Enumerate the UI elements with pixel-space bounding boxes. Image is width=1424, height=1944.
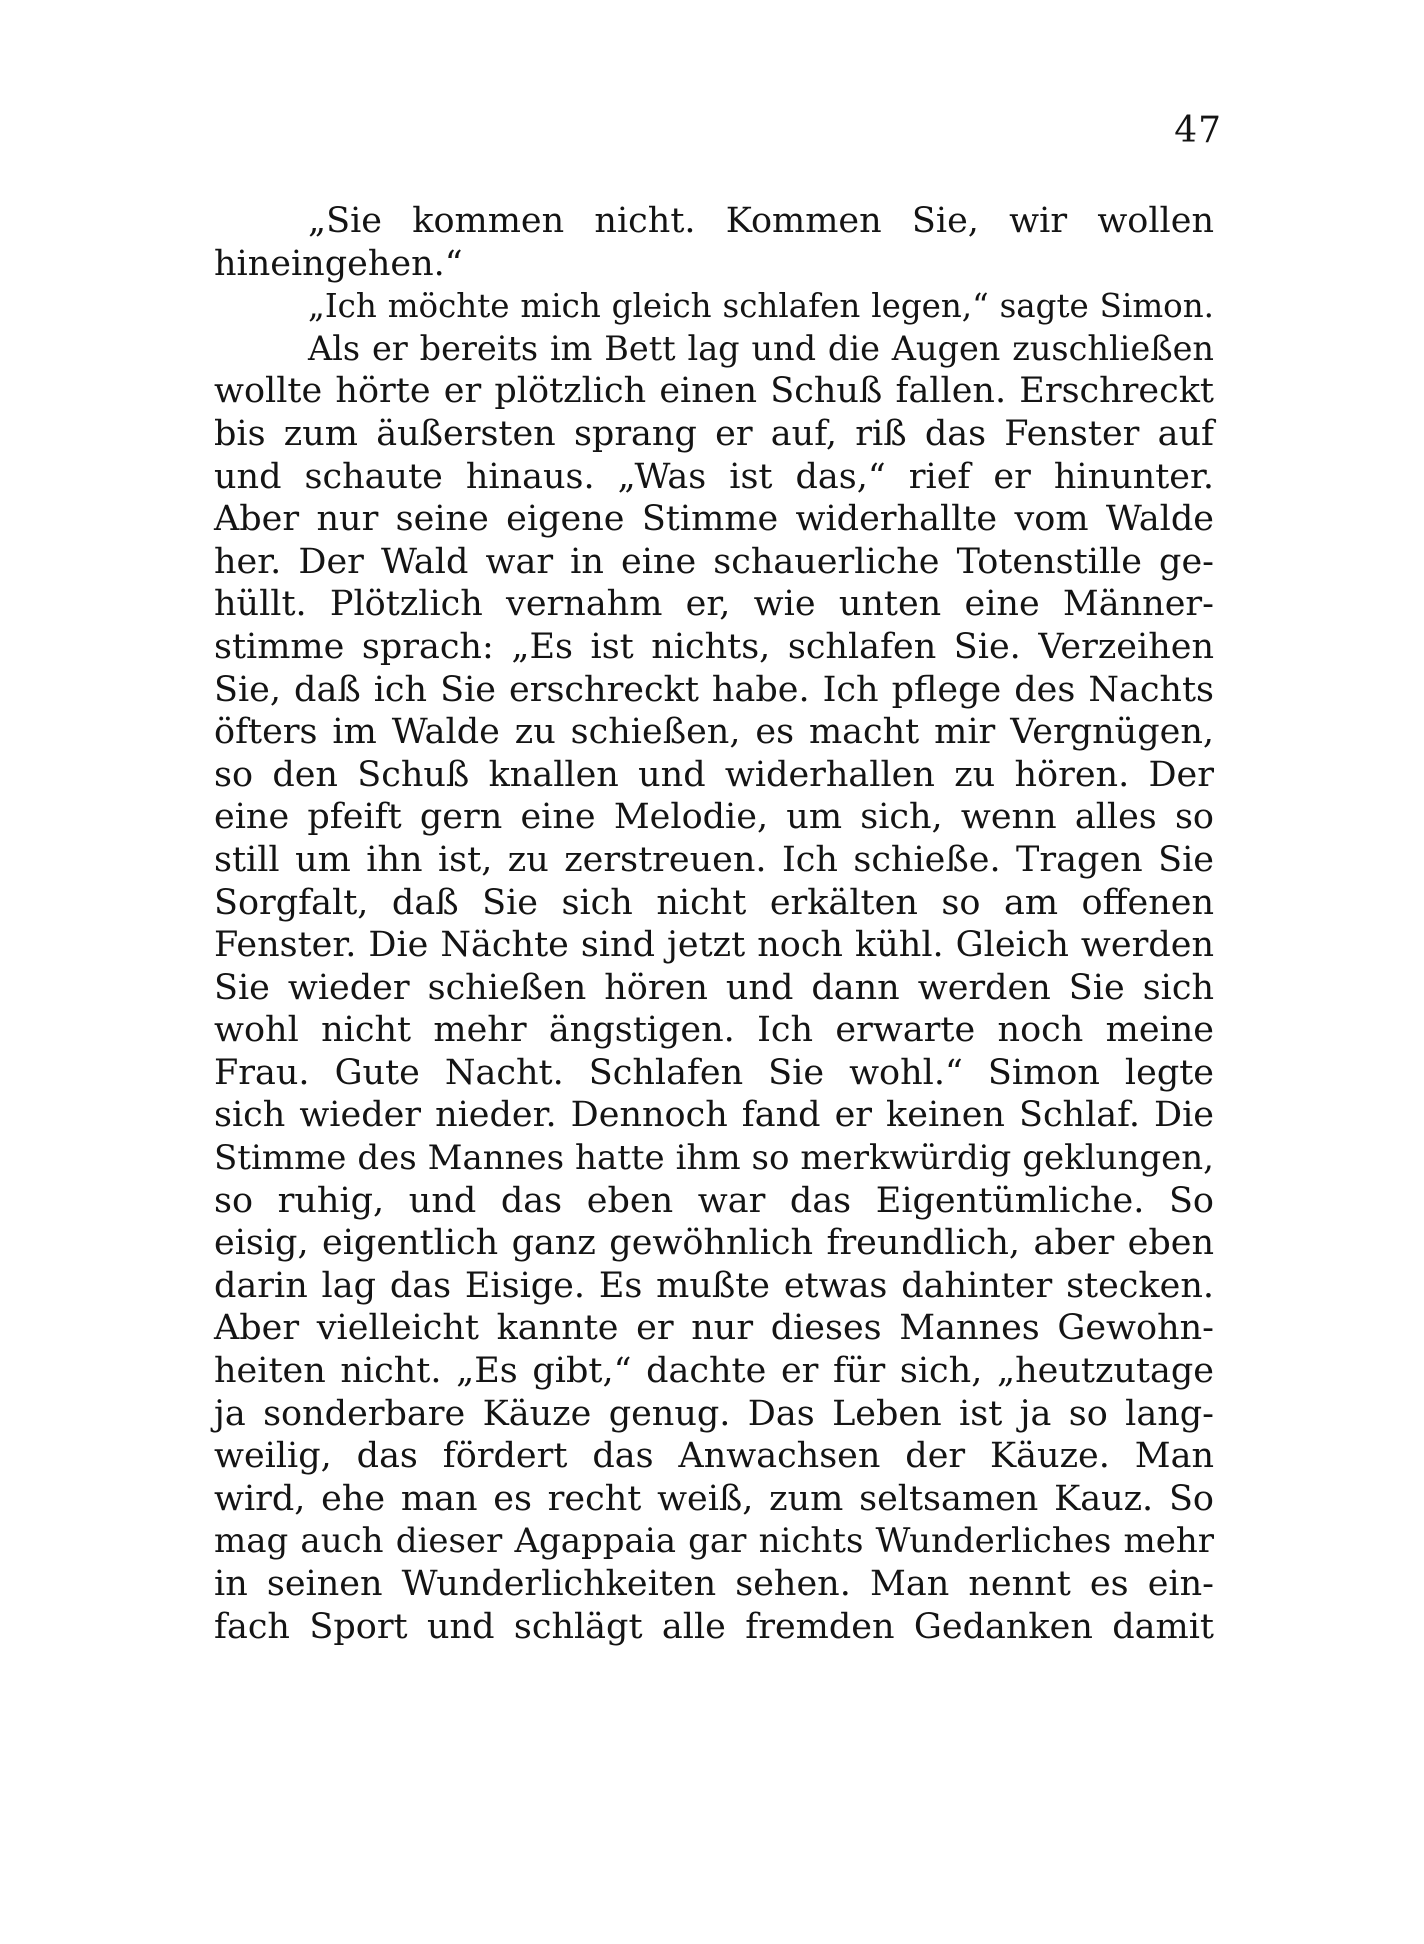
text-line: öfters im Walde zu schießen, es macht mir Vergnügen, [214,712,1214,753]
text-line: eisig, eigentlich ganz gewöhnlich freundlich, aber eben [214,1223,1214,1264]
page-number: 47 [1174,110,1222,151]
text-line: Fenster. Die Nächte sind jetzt noch kühl. Gleich werden [214,925,1214,966]
text-line: so den Schuß knallen und widerhallen zu hören. Der [214,754,1214,795]
text-line: heiten nicht. „Es gibt,“ dachte er für sich, „heutzutage [214,1351,1214,1392]
text-line: Sie, daß ich Sie erschreckt habe. Ich pflege des Nachts [214,669,1214,710]
text-line: darin lag das Eisige. Es mußte etwas dahinter stecken. [214,1265,1214,1306]
text-line: wohl nicht mehr ängstigen. Ich erwarte noch meine [214,1010,1214,1051]
text-line: her. Der Wald war in eine schauerliche Totenstille ge- [214,541,1214,582]
text-line: hineingehen.“ [214,243,463,284]
text-line: fach Sport und schlägt alle fremden Gedanken damit [214,1606,1214,1647]
text-line: eine pfeift gern eine Melodie, um sich, wenn alles so [214,797,1214,838]
text-line: „Ich möchte mich gleich schlafen legen,“ sagte Simon. [308,287,1214,326]
body-text [214,200,1214,1648]
text-line: mag auch dieser Agappaia gar nichts Wunderliches mehr [214,1521,1214,1562]
text-line: wollte hörte er plötzlich einen Schuß fallen. Erschreckt [214,371,1214,412]
text-line: hüllt. Plötzlich vernahm er, wie unten eine Männer- [214,584,1214,625]
text-line: sich wieder nieder. Dennoch fand er keinen Schlaf. Die [214,1095,1214,1136]
text-line: Stimme des Mannes hatte ihm so merkwürdig geklungen, [214,1138,1214,1179]
text-line: Sie wieder schießen hören und dann werden Sie sich [214,967,1214,1008]
text-line: Als er bereits im Bett lag und die Augen zuschließen [308,328,1214,368]
text-line: Sorgfalt, daß Sie sich nicht erkälten so am offenen [214,882,1214,923]
text-line: Frau. Gute Nacht. Schlafen Sie wohl.“ Simon legte [214,1052,1214,1093]
text-line: wird, ehe man es recht weiß, zum seltsamen Kauz. So [214,1478,1214,1519]
text-line: und schaute hinaus. „Was ist das,“ rief er hinunter. [214,456,1214,497]
text-line: Aber nur seine eigene Stimme widerhallte vom Walde [214,499,1214,540]
text-line: bis zum äußersten sprang er auf, riß das Fenster auf [214,413,1214,454]
text-line: so ruhig, und das eben war das Eigentümliche. So [214,1180,1214,1221]
text-line: stimme sprach: „Es ist nichts, schlafen Sie. Verzeihen [214,626,1214,667]
text-line: still um ihn ist, zu zerstreuen. Ich schieße. Tragen Sie [214,839,1214,880]
text-line: Aber vielleicht kannte er nur dieses Mannes Gewohn- [214,1308,1214,1349]
text-line: weilig, das fördert das Anwachsen der Käuze. Man [214,1436,1214,1477]
text-line: „Sie kommen nicht. Kommen Sie, wir wollen [308,201,1214,241]
text-line: ja sonderbare Käuze genug. Das Leben ist ja so lang- [214,1393,1214,1434]
text-line: in seinen Wunderlichkeiten sehen. Man nennt es ein- [214,1564,1214,1604]
